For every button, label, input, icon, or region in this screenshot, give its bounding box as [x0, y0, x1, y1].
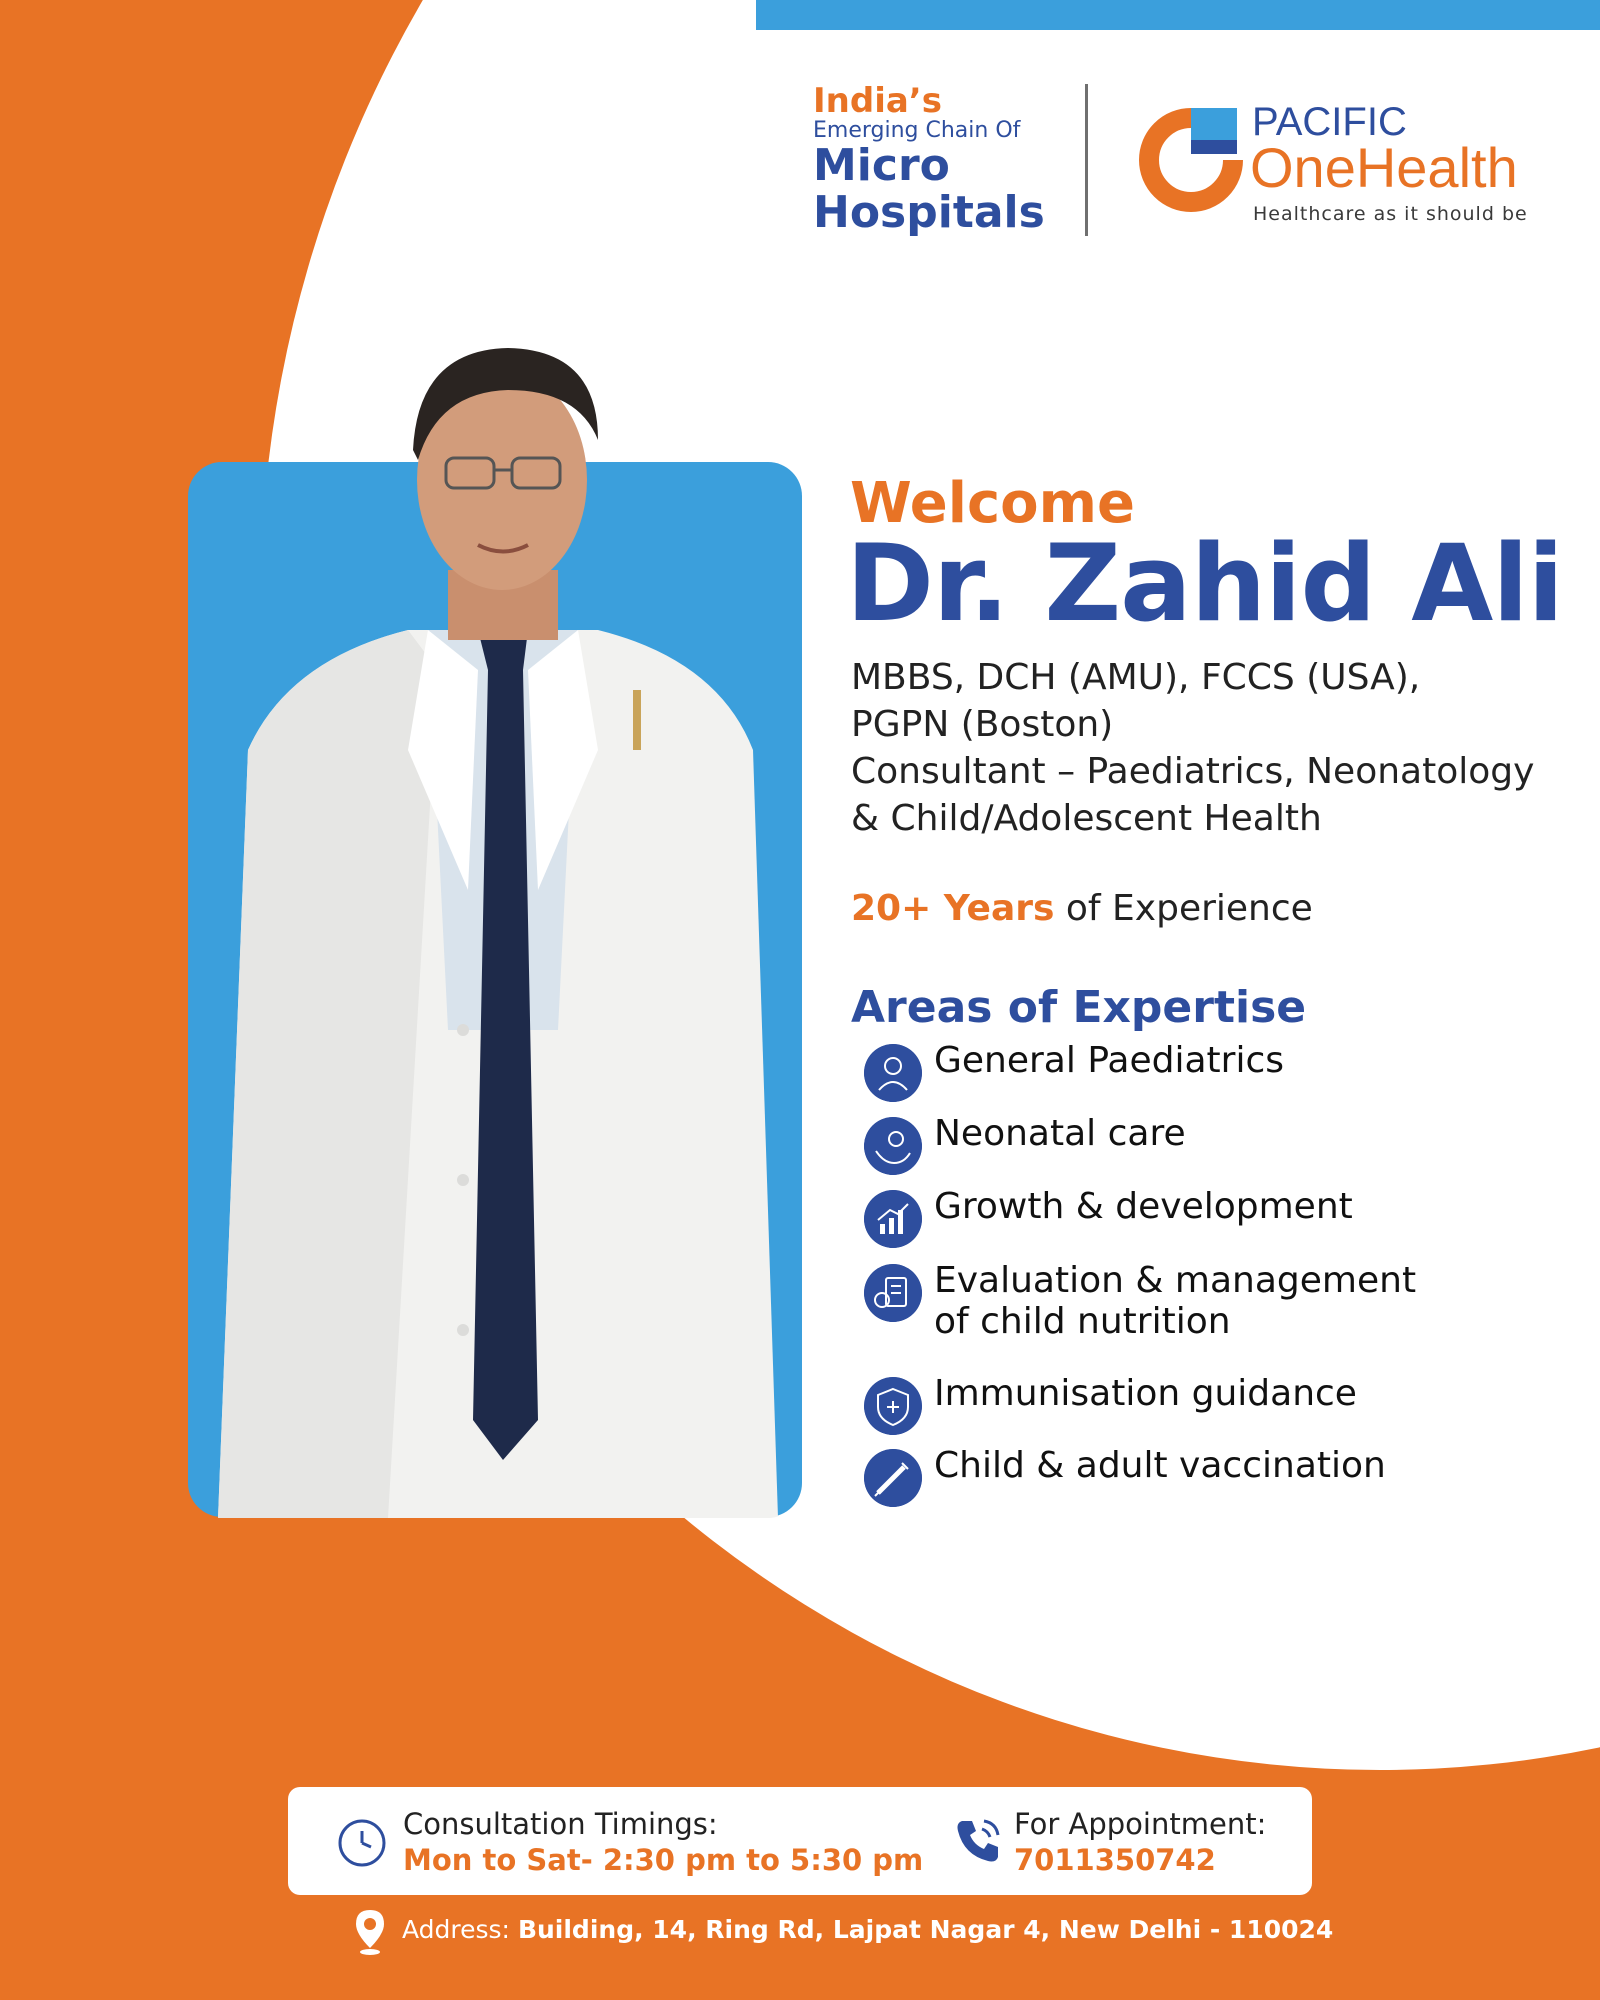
address-label: Address:	[402, 1915, 518, 1944]
medical-shield-icon	[864, 1377, 922, 1435]
phone-call-icon	[950, 1813, 1006, 1869]
doctor-photo	[178, 330, 818, 1518]
welcome-heading: Welcome	[850, 471, 1135, 536]
address-line	[402, 1915, 1333, 1944]
expertise-item	[864, 1186, 1584, 1246]
info-bar	[288, 1787, 1312, 1895]
pacific-onehealth-logo-icon	[1135, 104, 1247, 216]
tagline-line4: Hospitals	[813, 186, 1045, 238]
expertise-label-line2: of child nutrition	[934, 1301, 1231, 1342]
appointment-phone[interactable]: 7011350742	[1014, 1843, 1216, 1877]
timings-label: Consultation Timings:	[403, 1807, 718, 1841]
baby-in-hands-icon	[864, 1117, 922, 1175]
qualification-line: PGPN (Boston)	[851, 704, 1114, 745]
expertise-label-line1: Evaluation & management	[934, 1260, 1417, 1301]
tagline-logo	[813, 81, 1053, 238]
expertise-label: Growth & development	[934, 1186, 1353, 1227]
location-pin-icon	[352, 1908, 388, 1956]
expertise-label	[934, 1260, 1416, 1342]
tagline-line1: India’s	[813, 81, 942, 121]
expertise-label: Child & adult vaccination	[934, 1445, 1386, 1486]
expertise-item	[864, 1373, 1584, 1433]
experience-line	[851, 888, 1313, 929]
growth-chart-icon	[864, 1190, 922, 1248]
brand-onehealth: OneHealth	[1250, 136, 1518, 199]
timings-value: Mon to Sat- 2:30 pm to 5:30 pm	[403, 1843, 924, 1877]
qualifications	[851, 654, 1571, 842]
clock-icon	[336, 1817, 388, 1869]
expertise-label: General Paediatrics	[934, 1040, 1284, 1081]
appointment-label: For Appointment:	[1014, 1807, 1267, 1841]
expertise-item	[864, 1040, 1584, 1100]
expertise-item	[864, 1113, 1584, 1173]
brand-slogan: Healthcare as it should be	[1253, 203, 1528, 225]
brand-pacific: PACIFIC	[1252, 100, 1407, 144]
logo-divider	[1085, 84, 1088, 236]
experience-years: 20+ Years	[851, 888, 1055, 929]
experience-text: of Experience	[1054, 888, 1313, 929]
expertise-label: Neonatal care	[934, 1113, 1186, 1154]
expertise-label: Immunisation guidance	[934, 1373, 1357, 1414]
tagline-line2: Emerging Chain Of	[813, 118, 1021, 143]
tagline-line3: Micro	[813, 140, 950, 191]
doctor-name: Dr. Zahid Ali	[846, 522, 1563, 645]
qualification-line: & Child/Adolescent Health	[851, 798, 1322, 839]
vaccine-syringe-icon	[864, 1449, 922, 1507]
address-value: Building, 14, Ring Rd, Lajpat Nagar 4, New Delhi - 110024	[517, 1915, 1334, 1944]
expertise-item	[864, 1445, 1584, 1505]
expertise-title: Areas of Expertise	[851, 982, 1307, 1033]
expertise-item	[864, 1260, 1584, 1344]
qualification-line: MBBS, DCH (AMU), FCCS (USA),	[851, 657, 1421, 698]
nutrition-clipboard-icon	[864, 1264, 922, 1322]
doctor-icon	[864, 1044, 922, 1102]
qualification-line: Consultant – Paediatrics, Neonatology	[851, 751, 1535, 792]
top-strip-blue	[756, 0, 1600, 30]
